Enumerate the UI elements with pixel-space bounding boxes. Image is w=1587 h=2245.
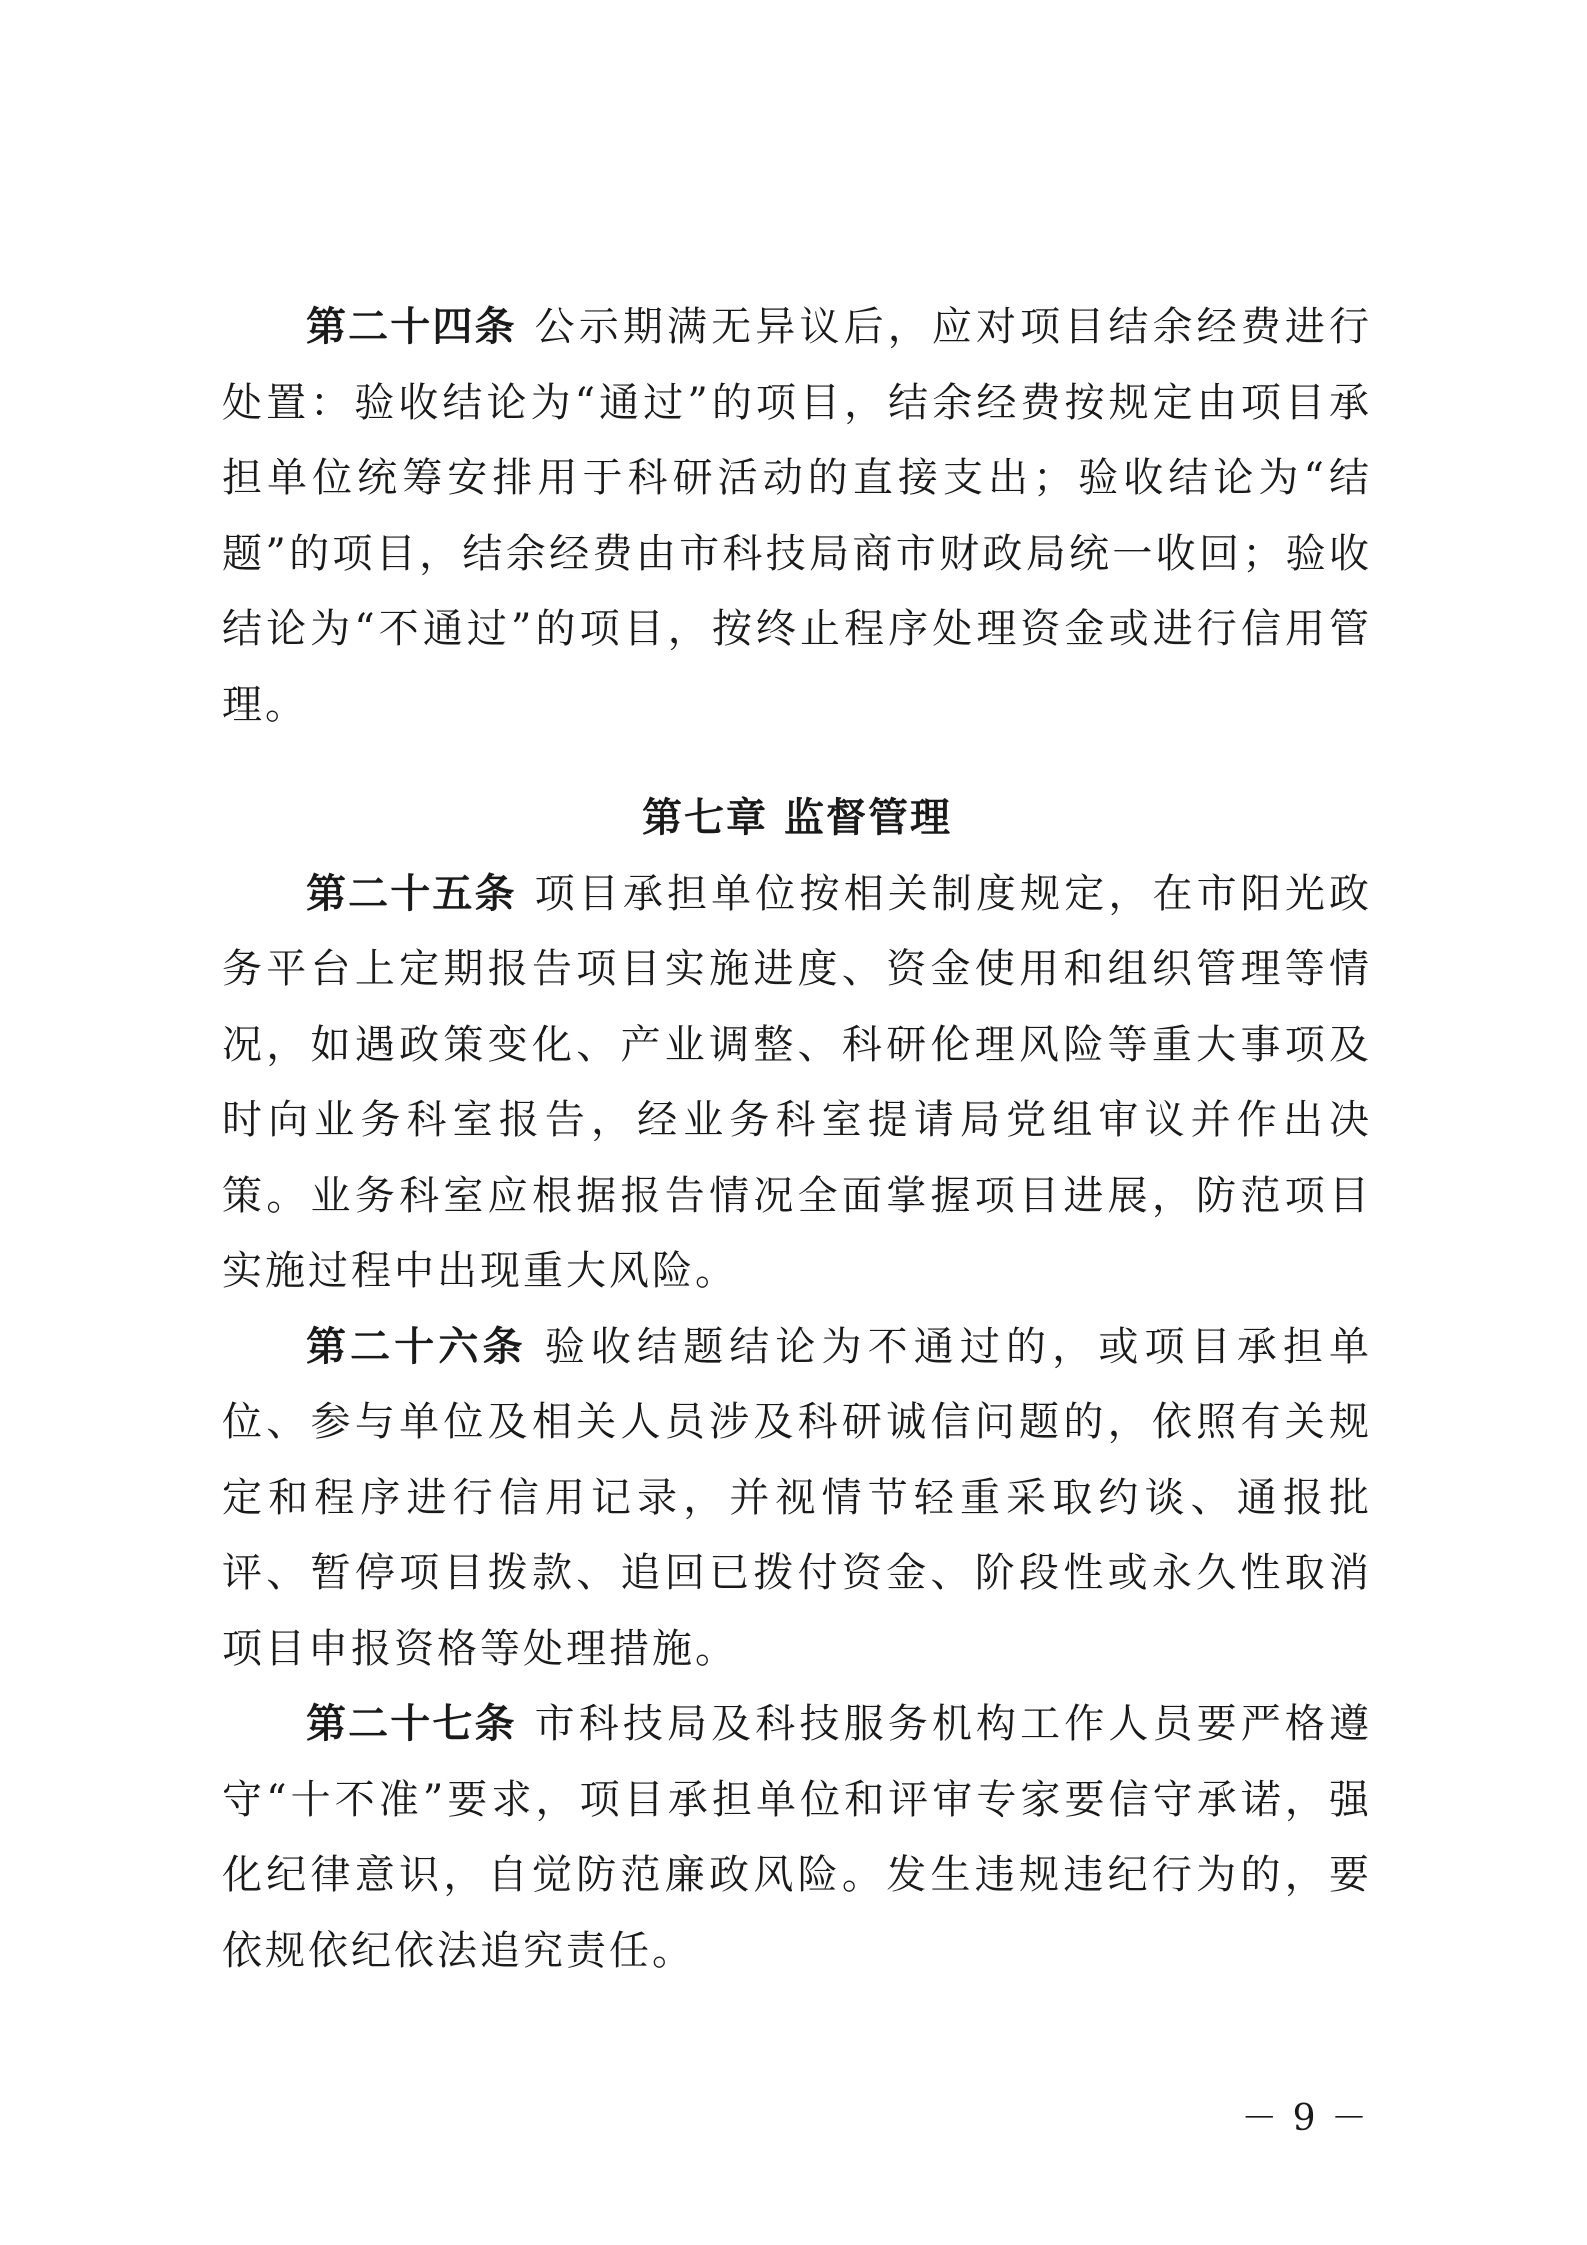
article-text: 项目承担单位按相关制度规定，在市阳光政务平台上定期报告项目实施进度、资金使用和组织管理等情况，如遇政策变化、产业调整、科研伦理风险等重大事项及时向业务科室报告，经业务科室提请局党组审议并作出决策。业务科室应根据报告情况全面掌握项目进展，防范项目实施过程中出现重大风险。 — [222, 870, 1373, 1294]
article-label: 第二十六条 — [306, 1323, 527, 1370]
article-text: 市科技局及科技服务机构工作人员要严格遵守“十不准”要求，项目承担单位和评审专家要信守承诺，强化纪律意识，自觉防范廉政风险。发生违规违纪行为的，要依规依纪依法追究责任。 — [222, 1701, 1373, 1974]
page-number: － 9 － — [1241, 2098, 1369, 2139]
article-label: 第二十四条 — [306, 304, 517, 350]
article-text: 验收结题结论为不通过的，或项目承担单位、参与单位及相关人员涉及科研诚信问题的，依照有关规定和程序进行信用记录，并视情节轻重采取约谈、通报批评、暂停项目拨款、追回已拨付资金、阶段性或永久性取消项目申报资格等处理措施。 — [222, 1323, 1373, 1672]
document-body — [222, 290, 1372, 1989]
article-25 — [222, 857, 1372, 1310]
article-text: 公示期满无异议后，应对项目结余经费进行处置：验收结论为“通过”的项目，结余经费按规定由项目承担单位统筹安排用于科研活动的直接支出；验收结论为“结题”的项目，结余经费由市科技局商市财政局统一收回；验收结论为“不通过”的项目，按终止程序处理资金或进行信用管理。 — [222, 304, 1373, 728]
article-27 — [222, 1687, 1372, 1989]
article-26 — [222, 1310, 1372, 1688]
article-label: 第二十五条 — [306, 870, 517, 917]
chapter-title: 第七章 监督管理 — [642, 795, 952, 841]
article-24 — [222, 290, 1372, 743]
article-label: 第二十七条 — [306, 1701, 517, 1747]
